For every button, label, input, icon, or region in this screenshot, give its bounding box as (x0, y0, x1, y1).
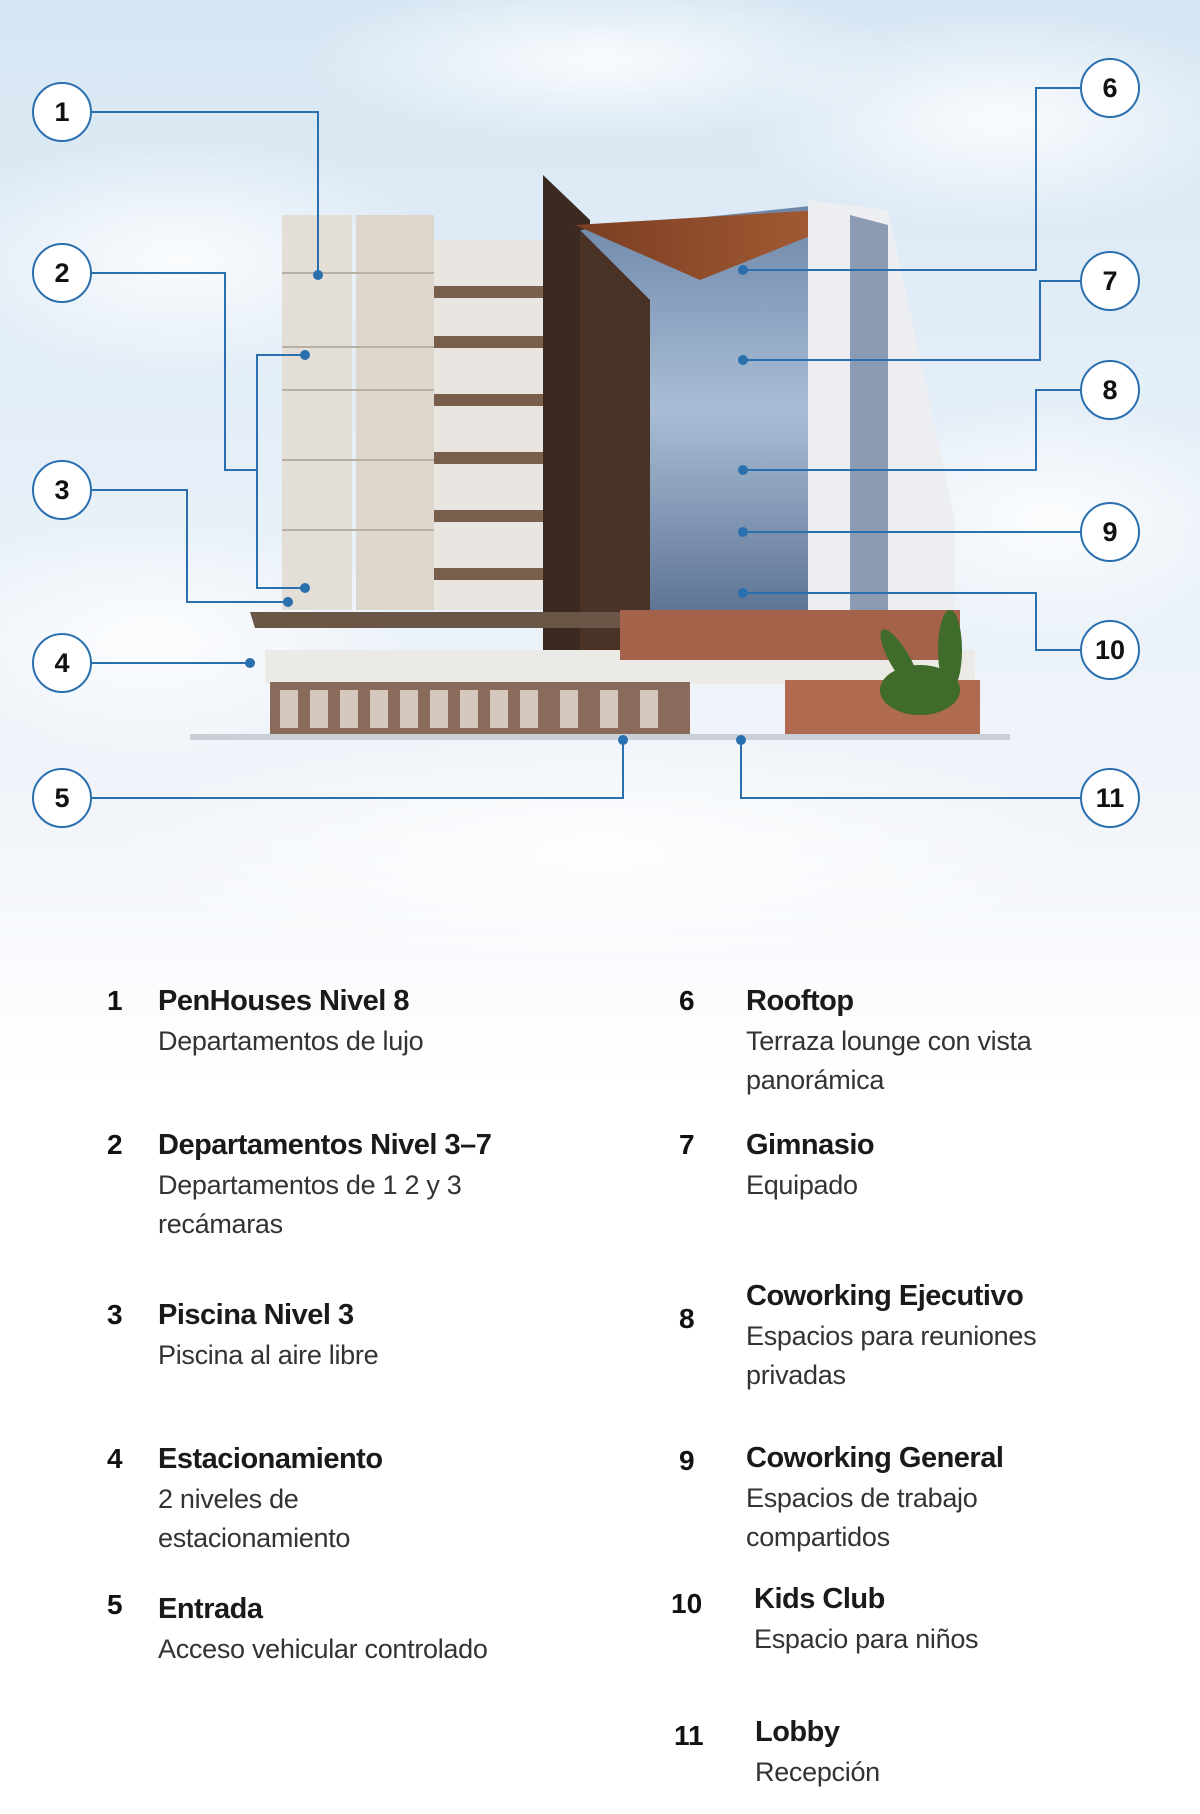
callout-3: 3 (32, 460, 92, 520)
legend-title: Lobby (755, 1716, 840, 1748)
legend-description: Espacios para reuniones privadas (746, 1321, 1037, 1390)
legend-number: 5 (107, 1589, 123, 1620)
legend-number: 8 (679, 1303, 695, 1334)
legend-title: Coworking General (746, 1442, 1004, 1474)
legend-number: 4 (107, 1443, 123, 1474)
legend-title: Departamentos Nivel 3–7 (158, 1129, 492, 1161)
legend-title: Estacionamiento (158, 1443, 383, 1475)
legend-number: 11 (674, 1720, 704, 1751)
callout-2: 2 (32, 243, 92, 303)
callout-7: 7 (1080, 251, 1140, 311)
legend-description: Equipado (746, 1170, 858, 1200)
legend-number: 7 (679, 1129, 695, 1160)
legend-description: Departamentos de 1 2 y 3 recámaras (158, 1170, 462, 1239)
legend-title: Kids Club (754, 1583, 885, 1615)
legend-description: 2 niveles de estacionamiento (158, 1484, 351, 1553)
callout-9: 9 (1080, 502, 1140, 562)
legend-number: 3 (107, 1299, 123, 1330)
legend-title: PenHouses Nivel 8 (158, 985, 409, 1017)
legend-number: 1 (107, 985, 123, 1016)
callout-4: 4 (32, 633, 92, 693)
callout-11: 11 (1080, 768, 1140, 828)
callout-5: 5 (32, 768, 92, 828)
legend-description: Terraza lounge con vista panorámica (746, 1026, 1032, 1095)
legend-number: 9 (679, 1445, 695, 1476)
callout-6: 6 (1080, 58, 1140, 118)
legend-description: Departamentos de lujo (158, 1026, 424, 1056)
legend-description: Espacio para niños (754, 1624, 979, 1654)
callout-8: 8 (1080, 360, 1140, 420)
legend-number: 2 (107, 1129, 123, 1160)
legend-description: Recepción (755, 1757, 880, 1787)
legend-description: Espacios de trabajo compartidos (746, 1483, 978, 1552)
legend-number: 10 (671, 1588, 703, 1619)
legend-title: Rooftop (746, 985, 854, 1017)
legend-description: Acceso vehicular controlado (158, 1634, 488, 1664)
callout-1: 1 (32, 82, 92, 142)
legend-description: Piscina al aire libre (158, 1340, 379, 1370)
legend-number: 6 (679, 985, 695, 1016)
callout-10: 10 (1080, 620, 1140, 680)
legend-title: Piscina Nivel 3 (158, 1299, 354, 1331)
legend-title: Coworking Ejecutivo (746, 1280, 1024, 1312)
legend-title: Entrada (158, 1593, 263, 1625)
legend-title: Gimnasio (746, 1129, 875, 1161)
